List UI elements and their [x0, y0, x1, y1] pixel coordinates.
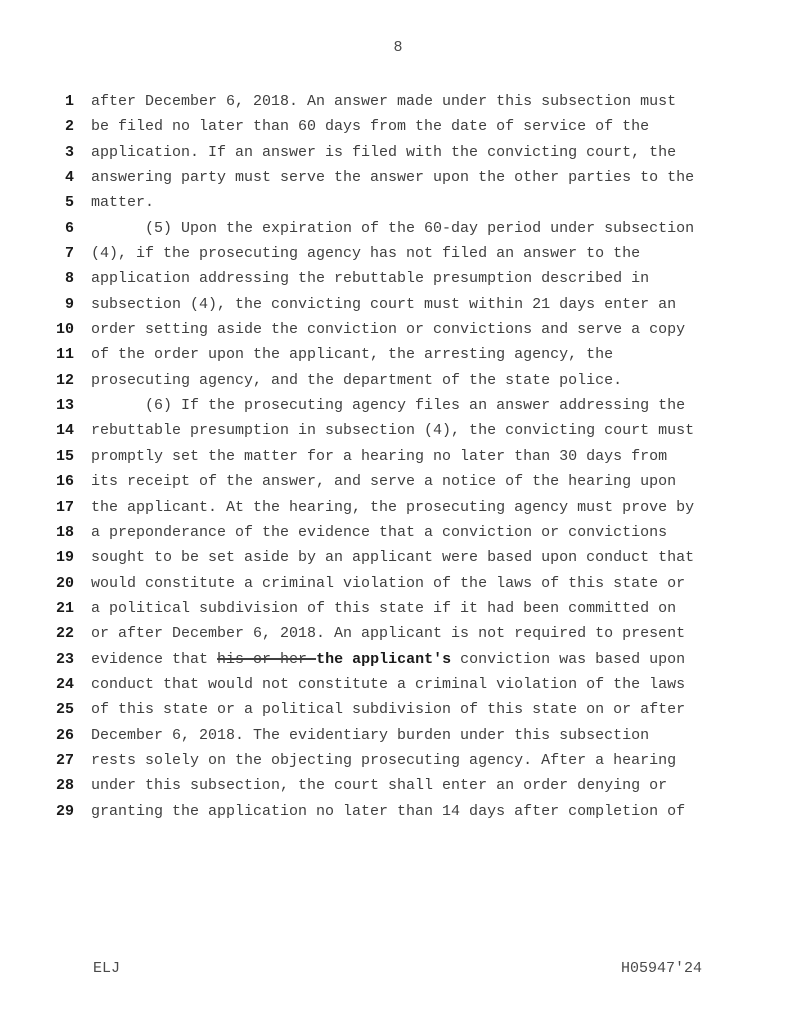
line-number: 23 [55, 650, 74, 668]
text-line [0, 266, 796, 291]
line-number: 14 [55, 422, 74, 440]
line-text [74, 165, 694, 190]
text-line [0, 342, 796, 367]
text-line [0, 216, 796, 241]
line-number: 19 [55, 549, 74, 567]
inserted-text: the applicant's [316, 650, 452, 668]
line-text [74, 444, 667, 469]
line-text [74, 190, 154, 215]
line-number: 7 [64, 245, 74, 263]
text-segment: (4), if the prosecuting agency has not filed an answer to the [91, 245, 641, 263]
text-segment: or after December 6, 2018. An applicant is not required to present [91, 625, 686, 643]
text-line [0, 140, 796, 165]
text-segment: be filed no later than 60 days from the date of service of the [91, 118, 650, 136]
text-line [0, 723, 796, 748]
text-line [0, 114, 796, 139]
line-text [74, 748, 676, 773]
text-segment: evidence that [91, 650, 218, 668]
page-number: 8 [393, 39, 403, 56]
line-text [74, 520, 667, 545]
line-text [74, 216, 694, 241]
line-number: 29 [55, 802, 74, 820]
line-text [74, 393, 685, 418]
line-text [74, 799, 685, 824]
line-text [74, 672, 685, 697]
text-segment: of the order upon the applicant, the arresting agency, the [91, 346, 614, 364]
text-segment: application addressing the rebuttable presumption described in [91, 270, 650, 288]
line-number: 16 [55, 473, 74, 491]
line-number: 27 [55, 751, 74, 769]
text-segment: promptly set the matter for a hearing no later than 30 days from [91, 447, 668, 465]
line-number: 12 [55, 371, 74, 389]
text-line [0, 571, 796, 596]
line-number: 17 [55, 498, 74, 516]
line-number: 25 [55, 701, 74, 719]
line-number: 18 [55, 523, 74, 541]
text-segment: matter. [91, 194, 155, 212]
line-text [74, 342, 613, 367]
line-number: 4 [64, 169, 74, 187]
text-line [0, 621, 796, 646]
line-number: 26 [55, 726, 74, 744]
text-line [0, 647, 796, 672]
text-line [0, 190, 796, 215]
line-text [74, 140, 676, 165]
page-footer [93, 956, 702, 981]
text-line [0, 697, 796, 722]
bill-request-number: H05947'24 [620, 960, 702, 977]
text-line [0, 393, 796, 418]
text-segment: rebuttable presumption in subsection (4), the convicting court must [91, 422, 695, 440]
line-number: 13 [55, 397, 74, 415]
line-text [74, 317, 685, 342]
line-text [74, 697, 685, 722]
text-segment: sought to be set aside by an applicant were based upon conduct that [91, 549, 695, 567]
text-line [0, 469, 796, 494]
line-number: 22 [55, 625, 74, 643]
line-number: 10 [55, 321, 74, 339]
text-line [0, 418, 796, 443]
text-segment: (6) If the prosecuting agency files an answer addressing the [91, 397, 686, 415]
line-number: 11 [55, 346, 74, 364]
struck-text: his or her [217, 650, 317, 668]
drafter-initials: ELJ [93, 960, 121, 977]
line-number: 5 [64, 194, 74, 212]
text-line [0, 444, 796, 469]
text-segment: a political subdivision of this state if it had been committed on [91, 599, 677, 617]
text-segment: of this state or a political subdivision of this state on or after [91, 701, 686, 719]
line-text [74, 114, 649, 139]
text-segment: under this subsection, the court shall enter an order denying or [91, 777, 668, 795]
line-number: 9 [64, 295, 74, 313]
text-line [0, 596, 796, 621]
text-line [0, 241, 796, 266]
text-segment: (5) Upon the expiration of the 60-day period under subsection [91, 219, 695, 237]
line-number: 8 [64, 270, 74, 288]
line-number: 24 [55, 675, 74, 693]
line-text [74, 621, 685, 646]
text-line [0, 748, 796, 773]
text-segment: its receipt of the answer, and serve a notice of the hearing upon [91, 473, 677, 491]
line-text [74, 571, 685, 596]
text-line [0, 89, 796, 114]
line-text [74, 292, 676, 317]
text-line [0, 368, 796, 393]
text-line [0, 165, 796, 190]
text-segment: after December 6, 2018. An answer made under this subsection must [91, 93, 677, 110]
text-segment: the applicant. At the hearing, the prosecuting agency must prove by [91, 498, 695, 516]
line-text [74, 545, 694, 570]
line-number: 20 [55, 574, 74, 592]
text-line [0, 520, 796, 545]
text-segment: conduct that would not constitute a criminal violation of the laws [91, 675, 686, 693]
line-text [74, 596, 676, 621]
text-segment: rests solely on the objecting prosecuting agency. After a hearing [91, 751, 677, 769]
line-number: 3 [64, 143, 74, 161]
text-segment: granting the application no later than 14 days after completion of [91, 802, 686, 820]
line-text [74, 495, 694, 520]
line-number: 1 [64, 93, 74, 110]
text-segment: a preponderance of the evidence that a conviction or convictions [91, 523, 668, 541]
line-number: 6 [64, 219, 74, 237]
line-text [74, 89, 676, 114]
line-text [74, 773, 667, 798]
bill-text-body [0, 89, 796, 824]
text-line [0, 292, 796, 317]
text-segment: subsection (4), the convicting court must within 21 days enter an [91, 295, 677, 313]
line-number: 28 [55, 777, 74, 795]
text-line [0, 672, 796, 697]
line-number: 21 [55, 599, 74, 617]
text-segment: December 6, 2018. The evidentiary burden under this subsection [91, 726, 650, 744]
text-segment: order setting aside the conviction or convictions and serve a copy [91, 321, 686, 339]
text-line [0, 799, 796, 824]
line-text [74, 647, 685, 672]
text-segment: conviction was based upon [451, 650, 686, 668]
line-text [74, 469, 676, 494]
line-text [74, 418, 694, 443]
text-line [0, 545, 796, 570]
text-segment: application. If an answer is filed with the convicting court, the [91, 143, 677, 161]
line-text [74, 266, 649, 291]
text-segment: would constitute a criminal violation of the laws of this state or [91, 574, 686, 592]
line-number: 2 [64, 118, 74, 136]
line-text [74, 241, 640, 266]
text-segment: answering party must serve the answer upon the other parties to the [91, 169, 695, 187]
text-line [0, 495, 796, 520]
text-segment: prosecuting agency, and the department of the state police. [91, 371, 623, 389]
line-text [74, 723, 649, 748]
text-line [0, 317, 796, 342]
line-number: 15 [55, 447, 74, 465]
line-text [74, 368, 622, 393]
text-line [0, 773, 796, 798]
